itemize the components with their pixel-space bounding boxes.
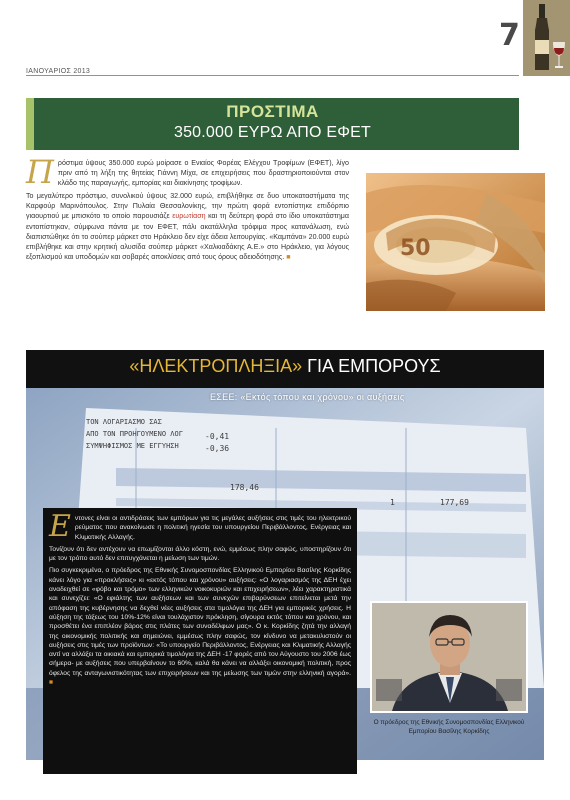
bill-amount: 178,46 [230, 483, 259, 492]
end-mark: ■ [49, 679, 54, 687]
end-mark: ■ [286, 252, 291, 261]
drop-cap: Ε [49, 509, 71, 544]
paragraph-text: και τη δεύτερη φορά στο ίδιο υποκατάστημα εντοπίστηκαν, σύμφωνα πάντα με τον ΕΦΕΤ, πάλι ακατάλληλα τρόφιμα προς κατανάλωση, ενώ διαπιστώθηκε ότι το σούπερ μάρκετ στο Ηράκλειο δεν είχε άδεια λειτουργίας. «Καμπάνα» 20.000 ευρώ επιβλήθηκε και στην κρητική αλυσίδα σούπερ μάρκετ «Χαλκιαδάκης Α.Ε.» στο Ηράκλειο, για λόγους εξοπλισμού και υποδομών και σοβαρές αποκλίσεις από τους όρους αδειοδότησης. [26, 212, 349, 261]
paragraph: Τονίζουν ότι δεν αντέχουν να επωμίζονται άλλο κόστη, ενώ, εμμέσως πλην σαφώς, υποστηρίζουν ότι με τον τρόπο αυτό δεν επιτυγχάνεται η μείωση των τιμών. [49, 545, 351, 563]
wine-bottle-icon [523, 0, 570, 76]
bill-text: ΑΠΟ ΤΟΝ ΠΡΟΗΓΟΥΜΕΝΟ ΛΟΓ [86, 430, 183, 438]
article-body [26, 153, 349, 265]
bill-amount: -0,41 [205, 432, 230, 441]
paragraph [49, 566, 351, 687]
euro-banknotes-photo [366, 173, 545, 311]
paragraph-text: Το μεγαλύτερο πρόστιμο, συνολικού ύψους 32.000 ευρώ, επιβλήθηκε σε δυο υποκαταστήματα της Καρφούρ Μαρινόπουλος. Στην Πυλαία Θεσσαλονίκης, την πρώτη φορά εντοπίστηκε επιδόρπιο γιαουρτιού με μπισκότο το οποίο παρουσιάζε [26, 192, 349, 221]
bill-text: ΣΥΜΨΗΦΙΣΜΟΣ ΜΕ ΕΓΓΥΗΣΗ [86, 442, 179, 450]
issue-date: ΙΑΝΟΥΑΡΙΟΣ 2013 [26, 68, 91, 75]
header-rule [26, 75, 519, 76]
photo-caption: Ο πρόεδρος της Εθνικής Συνομοσπονδίας Ελληνικού Εμπορίου Βασίλης Κορκίδης [373, 719, 525, 735]
paragraph [26, 153, 349, 191]
page-number: 7 [499, 18, 520, 53]
portrait-photo [372, 603, 526, 711]
article-headline [26, 356, 544, 377]
drop-cap: Π [26, 153, 54, 191]
paragraph [26, 191, 349, 262]
bill-amount: 177,69 [440, 498, 469, 507]
article-title: ΠΡΟΣΤΙΜΑ [226, 102, 319, 121]
bill-text: ΤΟΝ ΛΟΓΑΡΙΑΣΜΟ ΣΑΣ [86, 418, 162, 426]
paragraph-text: ντονες είναι οι αντιδράσεις των εμπόρων για τις μεγάλες αυξήσεις στις τιμές του ηλεκτρικού ρεύματος που ανακοίνωσε η πολιτική ηγεσία του υπουργείου Περιβάλλοντος, Ενέργειας και Κλιματικής Αλλαγής. [74, 515, 351, 541]
article-body [49, 509, 351, 690]
headline-rest: ΓΙΑ ΕΜΠΟΡΟΥΣ [302, 356, 441, 376]
svg-text:50: 50 [400, 236, 431, 261]
headline-quoted-term: «ΗΛΕΚΤΡΟΠΛΗΞΙΑ» [129, 356, 303, 376]
article-subheading: ΕΣΕΕ: «Εκτός τόπου και χρόνου» οι αυξήσεις [210, 392, 405, 402]
bill-amount: 1 [390, 498, 395, 507]
highlighted-term: ευρωτίαση [172, 212, 206, 221]
bill-amount: -0,36 [205, 444, 230, 453]
paragraph-text: Πιο συγκεκριμένα, ο πρόεδρος της Εθνικής Συνομοσπονδίας Ελληνικού Εμπορίου Βασίλης Κορκίδης κάνει λόγο για «προκλήσεις» κι «εκτός τόπου και χρόνου» αυξήσεις: «Ο λογαριασμός της ΔΕΗ έχει αναδειχθεί σε «φόβο και τρόμο» των ελληνικών νοικοκυριών και επιχειρήσεων», λέει χαρακτηριστικά και συνεχίζει: «Ο εφιάλτης των αυξήσεων και των συνεχών επιβαρύνσεων επιτείνεται μετά την απόφαση της κυβέρνησης να δεχθεί νέες αυξήσεις στα τιμολόγια της ΔΕΗ για εμπορικές χρήσεις. Η αύξηση της τάξεως του 10%-12% είναι τουλάχιστον πρόκληση, σίγουρα εκτός τόπου και χρόνου, και προσθέτει ένα επιπλέον βάρος στις πλάτες των συναδέλφων μας». Ο κ. Κορκίδης ζητά την αλλαγή της οικονομικής πολιτικής και σημειώνει, εμμέσως πλην σαφώς, τον κίνδυνο να μετακυλιστούν οι αυξήσεις στις τιμές των προϊόντων: «Το υπουργείο Περιβάλλοντος, Ενέργειας και Κλιματικής Αλλαγής αντί να αλλάξει τα οικιακά και εμπορικά τιμολόγια της ΔΕΗ -17 φορές από τον Αύγουστο του 2006 έως σήμερα- με αυξήσεις που υπερβαίνουν το 60%, καλά θα κάνει να αλλάξει οικονομική πολιτική, προς όφελος της ανταγωνιστικότητας των επιχειρήσεων και της μείωσης των τιμών στην ελληνική αγορά». [49, 567, 351, 677]
paragraph-text: ρόστιμα ύψους 350.000 ευρώ μοίρασε ο Ενιαίος Φορέας Ελέγχου Τροφίμων (ΕΦΕΤ), λίγο πριν από τη λήξη της θητείας Γιάννη Μίχα, σε επιχειρήσεις που δραστηριοποιούνται στον κλάδο της παραγωγής, εμπορίας και διακίνησης τροφίμων. [57, 159, 349, 188]
article-subtitle: 350.000 ΕΥΡΩ ΑΠΟ ΕΦΕΤ [173, 124, 372, 141]
paragraph [49, 509, 351, 544]
